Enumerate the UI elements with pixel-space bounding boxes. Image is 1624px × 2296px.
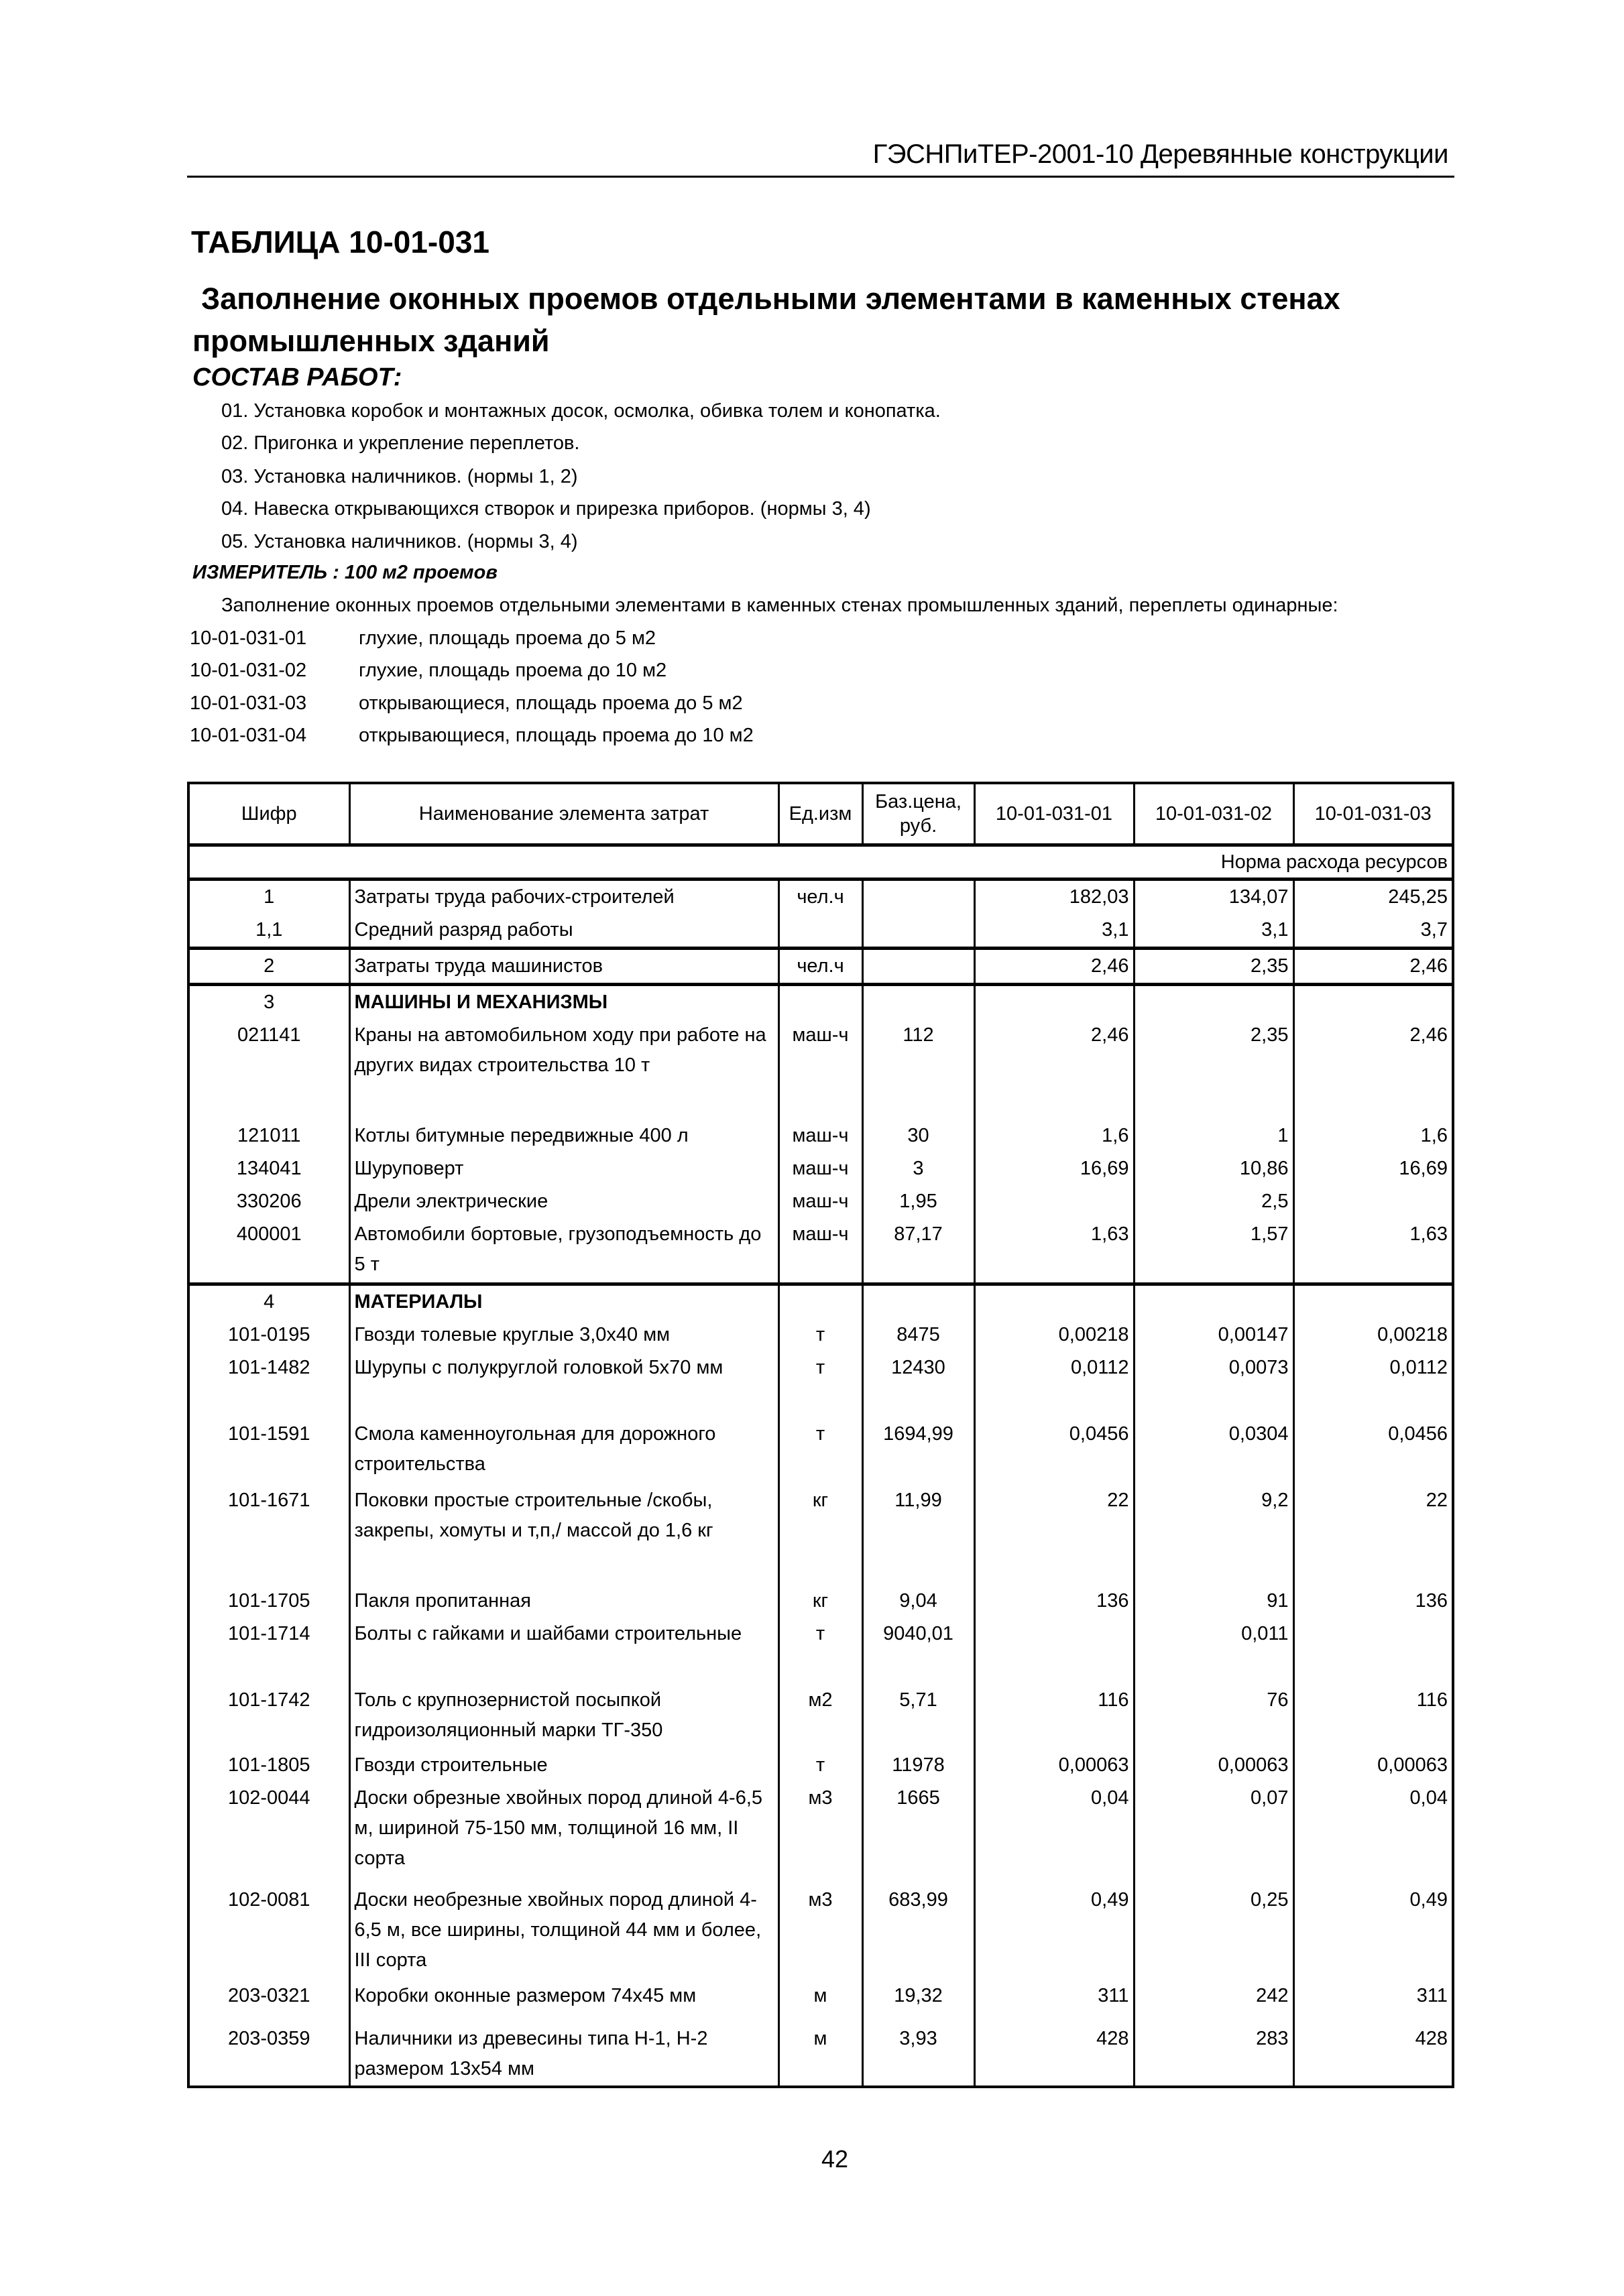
row-price: 9040,01 (862, 1618, 974, 1684)
variant-code: 10-01-031-02 (190, 660, 307, 681)
table-row (188, 1120, 1453, 1152)
row-code: 4 (188, 1284, 349, 1319)
row-code: 101-1705 (188, 1585, 349, 1618)
row-name: Затраты труда рабочих-строителей (349, 880, 778, 914)
row-unit: маш-ч (778, 1185, 862, 1218)
row-value-1: 16,69 (974, 1152, 1134, 1185)
row-price: 12430 (862, 1351, 974, 1418)
table-row (188, 1418, 1453, 1484)
measure-unit: ИЗМЕРИТЕЛЬ : 100 м2 проемов (192, 562, 498, 583)
row-value-1: 0,00218 (974, 1319, 1134, 1351)
row-price: 30 (862, 1120, 974, 1152)
row-value-2: 3,1 (1134, 914, 1293, 949)
row-unit: маш-ч (778, 1120, 862, 1152)
row-name: Доски обрезные хвойных пород длиной 4-6,5 м, шириной 75-150 мм, толщиной 16 мм, II сорта (349, 1782, 778, 1884)
row-name: Затраты труда машинистов (349, 949, 778, 985)
table-row (188, 1684, 1453, 1749)
row-value-3: 0,00218 (1293, 1319, 1453, 1351)
row-code: 102-0044 (188, 1782, 349, 1884)
row-unit: т (778, 1418, 862, 1484)
row-value-1: 116 (974, 1684, 1134, 1749)
row-name: Краны на автомобильном ходу при работе на других видах строительства 10 т (349, 1019, 778, 1120)
table-row (188, 1749, 1453, 1782)
row-value-3: 1,6 (1293, 1120, 1453, 1152)
row-name: Автомобили бортовые, грузоподъемность до 5 т (349, 1218, 778, 1284)
row-value-1: 0,0456 (974, 1418, 1134, 1484)
variant-text: глухие, площадь проема до 5 м2 (359, 627, 656, 649)
row-unit: кг (778, 1585, 862, 1618)
row-name: Шурупы с полукруглой головкой 5х70 мм (349, 1351, 778, 1418)
row-price: 3,93 (862, 2022, 974, 2087)
row-code: 2 (188, 949, 349, 985)
row-value-2: 283 (1134, 2022, 1293, 2087)
row-price (862, 985, 974, 1020)
table-row (188, 914, 1453, 949)
row-price: 8475 (862, 1319, 974, 1351)
row-name: Болты с гайками и шайбами строительные (349, 1618, 778, 1684)
row-value-1 (974, 1185, 1134, 1218)
row-price (862, 949, 974, 985)
row-name: Коробки оконные размером 74х45 мм (349, 1980, 778, 2022)
row-code: 203-0321 (188, 1980, 349, 2022)
row-price: 683,99 (862, 1884, 974, 1980)
table-row (188, 949, 1453, 985)
row-price (862, 914, 974, 949)
work-item: 04. Навеска открывающихся створок и прирезка приборов. (нормы 3, 4) (221, 498, 871, 520)
row-value-2: 0,25 (1134, 1884, 1293, 1980)
row-value-2: 242 (1134, 1980, 1293, 2022)
table-number: ТАБЛИЦА 10-01-031 (191, 225, 489, 259)
row-value-1: 1,6 (974, 1120, 1134, 1152)
header-variant-2: 10-01-031-02 (1134, 783, 1293, 845)
row-code: 400001 (188, 1218, 349, 1284)
row-code: 121011 (188, 1120, 349, 1152)
work-heading: СОСТАВ РАБОТ: (192, 363, 402, 391)
table-row (188, 2022, 1453, 2087)
row-value-2: 91 (1134, 1585, 1293, 1618)
row-code: 102-0081 (188, 1884, 349, 1980)
row-value-1: 428 (974, 2022, 1134, 2087)
row-unit: маш-ч (778, 1019, 862, 1120)
table-row (188, 1185, 1453, 1218)
row-value-3 (1293, 1185, 1453, 1218)
row-name: Гвозди строительные (349, 1749, 778, 1782)
row-price: 19,32 (862, 1980, 974, 2022)
header-code: Шифр (188, 783, 349, 845)
row-value-3: 311 (1293, 1980, 1453, 2022)
table-row (188, 1019, 1453, 1120)
row-value-1: 0,0112 (974, 1351, 1134, 1418)
table-header-row (188, 783, 1453, 845)
row-value-3 (1293, 1284, 1453, 1319)
row-code: 330206 (188, 1185, 349, 1218)
row-code: 101-1714 (188, 1618, 349, 1684)
row-value-3 (1293, 985, 1453, 1020)
row-value-2: 0,011 (1134, 1618, 1293, 1684)
row-price: 87,17 (862, 1218, 974, 1284)
row-value-3: 2,46 (1293, 949, 1453, 985)
row-unit: маш-ч (778, 1218, 862, 1284)
row-value-3: 16,69 (1293, 1152, 1453, 1185)
row-value-3: 136 (1293, 1585, 1453, 1618)
table-row (188, 1351, 1453, 1418)
row-value-3: 3,7 (1293, 914, 1453, 949)
table-row (188, 1484, 1453, 1585)
row-unit: т (778, 1319, 862, 1351)
table-row (188, 1618, 1453, 1684)
header-rule (187, 176, 1454, 178)
row-unit: м2 (778, 1684, 862, 1749)
row-unit: кг (778, 1484, 862, 1585)
row-name: Котлы битумные передвижные 400 л (349, 1120, 778, 1152)
work-item: 03. Установка наличников. (нормы 1, 2) (221, 466, 578, 487)
row-price: 5,71 (862, 1684, 974, 1749)
row-code: 101-0195 (188, 1319, 349, 1351)
row-code: 101-1482 (188, 1351, 349, 1418)
header-name: Наименование элемента затрат (349, 783, 778, 845)
row-unit (778, 985, 862, 1020)
row-price: 1,95 (862, 1185, 974, 1218)
table-title-line-2: промышленных зданий (192, 324, 550, 358)
row-price: 11,99 (862, 1484, 974, 1585)
row-value-2: 134,07 (1134, 880, 1293, 914)
row-unit: т (778, 1351, 862, 1418)
row-value-2 (1134, 985, 1293, 1020)
row-code: 101-1742 (188, 1684, 349, 1749)
row-value-1 (974, 1618, 1134, 1684)
row-value-3: 428 (1293, 2022, 1453, 2087)
row-code: 3 (188, 985, 349, 1020)
row-code: 101-1805 (188, 1749, 349, 1782)
row-price: 11978 (862, 1749, 974, 1782)
row-value-2: 1 (1134, 1120, 1293, 1152)
row-name: Средний разряд работы (349, 914, 778, 949)
row-value-3: 0,00063 (1293, 1749, 1453, 1782)
row-code: 101-1591 (188, 1418, 349, 1484)
row-value-2: 0,00147 (1134, 1319, 1293, 1351)
row-value-1: 1,63 (974, 1218, 1134, 1284)
variant-text: открывающиеся, площадь проема до 10 м2 (359, 725, 754, 746)
variant-code: 10-01-031-04 (190, 725, 307, 746)
row-value-2 (1134, 1284, 1293, 1319)
table-row (188, 1319, 1453, 1351)
row-value-3: 116 (1293, 1684, 1453, 1749)
header-variant-1: 10-01-031-01 (974, 783, 1134, 845)
row-code: 101-1671 (188, 1484, 349, 1585)
row-price: 112 (862, 1019, 974, 1120)
table-row (188, 1218, 1453, 1284)
row-name: Наличники из древесины типа Н-1, Н-2 размером 13х54 мм (349, 2022, 778, 2087)
row-unit: чел.ч (778, 880, 862, 914)
row-code: 134041 (188, 1152, 349, 1185)
row-value-2: 2,35 (1134, 1019, 1293, 1120)
row-price (862, 880, 974, 914)
row-value-2: 9,2 (1134, 1484, 1293, 1585)
variant-code: 10-01-031-03 (190, 692, 307, 714)
row-unit (778, 1284, 862, 1319)
resource-table (187, 782, 1454, 2088)
row-value-2: 0,0073 (1134, 1351, 1293, 1418)
section-row (188, 1284, 1453, 1319)
row-value-3: 0,0456 (1293, 1418, 1453, 1484)
variant-code: 10-01-031-01 (190, 627, 307, 649)
row-value-1: 0,04 (974, 1782, 1134, 1884)
row-value-3: 1,63 (1293, 1218, 1453, 1284)
row-value-3: 2,46 (1293, 1019, 1453, 1120)
row-name: Дрели электрические (349, 1185, 778, 1218)
norm-row (188, 845, 1453, 880)
row-value-3: 0,49 (1293, 1884, 1453, 1980)
row-unit: маш-ч (778, 1152, 862, 1185)
row-unit (778, 914, 862, 949)
row-name: Смола каменноугольная для дорожного строительства (349, 1418, 778, 1484)
row-value-2: 2,35 (1134, 949, 1293, 985)
row-value-3: 245,25 (1293, 880, 1453, 914)
row-value-1: 2,46 (974, 949, 1134, 985)
table-row (188, 1782, 1453, 1884)
header-unit: Ед.изм (778, 783, 862, 845)
row-name: Толь с крупнозернистой посыпкой гидроизоляционный марки ТГ-350 (349, 1684, 778, 1749)
table-row (188, 1152, 1453, 1185)
table-row (188, 1585, 1453, 1618)
row-name: Гвозди толевые круглые 3,0х40 мм (349, 1319, 778, 1351)
row-unit: м (778, 2022, 862, 2087)
row-unit: т (778, 1618, 862, 1684)
row-unit: м3 (778, 1782, 862, 1884)
row-value-3 (1293, 1618, 1453, 1684)
row-value-1: 0,00063 (974, 1749, 1134, 1782)
variants-description: Заполнение оконных проемов отдельными элементами в каменных стенах промышленных зданий, переплеты одинарные: (221, 595, 1338, 616)
section-row (188, 985, 1453, 1020)
row-price: 1694,99 (862, 1418, 974, 1484)
row-value-1: 22 (974, 1484, 1134, 1585)
table-row (188, 1980, 1453, 2022)
row-unit: чел.ч (778, 949, 862, 985)
running-head: ГЭСНПиТЕР-2001-10 Деревянные конструкции (872, 139, 1448, 169)
row-value-1 (974, 1284, 1134, 1319)
norm-label: Норма расхода ресурсов (188, 845, 1453, 880)
row-value-2: 0,07 (1134, 1782, 1293, 1884)
row-value-2: 10,86 (1134, 1152, 1293, 1185)
variant-text: открывающиеся, площадь проема до 5 м2 (359, 692, 743, 714)
row-unit: м (778, 1980, 862, 2022)
row-value-1 (974, 985, 1134, 1020)
row-value-1: 3,1 (974, 914, 1134, 949)
row-value-3: 22 (1293, 1484, 1453, 1585)
row-price: 9,04 (862, 1585, 974, 1618)
row-value-1: 136 (974, 1585, 1134, 1618)
row-value-2: 76 (1134, 1684, 1293, 1749)
table-row (188, 1884, 1453, 1980)
variant-text: глухие, площадь проема до 10 м2 (359, 660, 667, 681)
header-price: Баз.цена, руб. (862, 783, 974, 845)
row-unit: т (778, 1749, 862, 1782)
row-name: МАТЕРИАЛЫ (349, 1284, 778, 1319)
row-value-3: 0,04 (1293, 1782, 1453, 1884)
row-value-1: 182,03 (974, 880, 1134, 914)
row-value-3: 0,0112 (1293, 1351, 1453, 1418)
table-row (188, 880, 1453, 914)
row-price: 1665 (862, 1782, 974, 1884)
row-code: 1,1 (188, 914, 349, 949)
row-name: Доски необрезные хвойных пород длиной 4-6,5 м, все ширины, толщиной 44 мм и более, III сорта (349, 1884, 778, 1980)
row-value-1: 2,46 (974, 1019, 1134, 1120)
work-item: 05. Установка наличников. (нормы 3, 4) (221, 531, 578, 552)
row-price (862, 1284, 974, 1319)
row-name: Поковки простые строительные /скобы, закрепы, хомуты и т,п,/ массой до 1,6 кг (349, 1484, 778, 1585)
row-value-2: 2,5 (1134, 1185, 1293, 1218)
row-value-1: 311 (974, 1980, 1134, 2022)
row-name: МАШИНЫ И МЕХАНИЗМЫ (349, 985, 778, 1020)
row-price: 3 (862, 1152, 974, 1185)
row-code: 021141 (188, 1019, 349, 1120)
page-number: 42 (821, 2145, 849, 2173)
row-code: 1 (188, 880, 349, 914)
row-value-1: 0,49 (974, 1884, 1134, 1980)
row-code: 203-0359 (188, 2022, 349, 2087)
header-variant-3: 10-01-031-03 (1293, 783, 1453, 845)
row-value-2: 0,00063 (1134, 1749, 1293, 1782)
row-name: Пакля пропитанная (349, 1585, 778, 1618)
work-item: 01. Установка коробок и монтажных досок, осмолка, обивка толем и конопатка. (221, 400, 941, 422)
row-value-2: 1,57 (1134, 1218, 1293, 1284)
row-value-2: 0,0304 (1134, 1418, 1293, 1484)
row-unit: м3 (778, 1884, 862, 1980)
row-name: Шуруповерт (349, 1152, 778, 1185)
work-item: 02. Пригонка и укрепление переплетов. (221, 432, 580, 454)
table-title-line-1: Заполнение оконных проемов отдельными элементами в каменных стенах (201, 282, 1340, 316)
